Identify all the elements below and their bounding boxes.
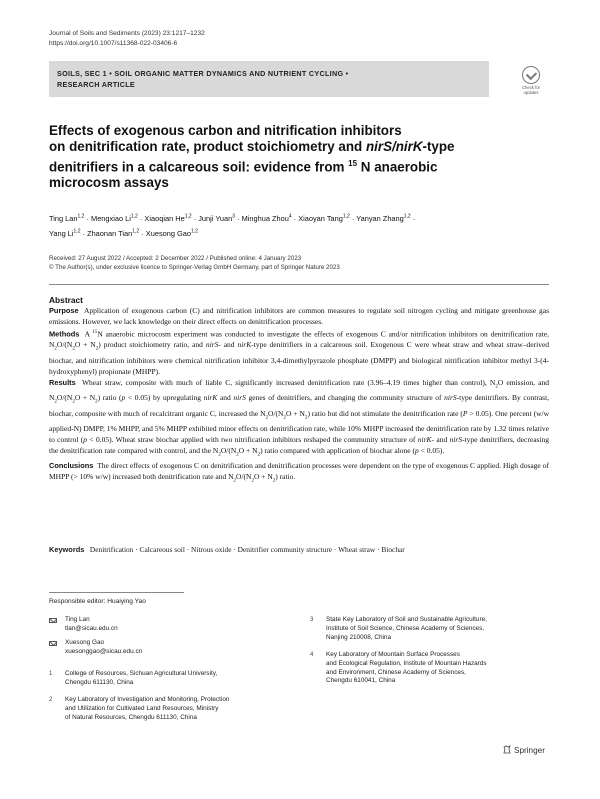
publisher-name: Springer	[514, 746, 545, 755]
title-line-1: Effects of exogenous carbon and nitrification inhibitors	[49, 123, 402, 138]
author[interactable]: Minghua Zhou$^4$	[241, 214, 292, 224]
keywords	[49, 545, 549, 555]
correspondent-name: Ting Lan	[65, 616, 90, 623]
author[interactable]: Mengxiao Li$^{1,2}$	[91, 214, 138, 224]
author[interactable]: Yang Li$^{1,2}$	[49, 228, 81, 239]
springer-horse-icon	[503, 745, 511, 754]
abstract-purpose: Purpose Application of exogenous carbon (C) and nitrification inhibitors are common measures to regulate soil nitrogen cycling and mitigate greenhouse gas emissions. However, we lack knowledge on their direct effects on denitrification processes.	[49, 306, 550, 326]
footnotes-right: 3 State Key Laboratory of Soil and Sustainable Agriculture, Institute of Soil Science, Chinese Academy of Sciences, Nanjing 210008, China 4 Key Laboratory of Mountain Surface Processes and Ecological Regulation, Institute of Mountain Hazards and Environment, Chinese Academy of Sciences, Chengdu 610041, China	[310, 616, 487, 685]
check-updates-icon	[522, 66, 540, 84]
title-line-3: denitrifiers in a calcareous soil: evidence from $^{15}$ N anaerobic	[49, 158, 438, 175]
section-line-2: RESEARCH ARTICLE	[57, 80, 136, 89]
envelope-icon	[49, 641, 57, 646]
section-banner	[49, 61, 489, 97]
correspondent-email[interactable]: xuesonggao@sicau.edu.cn	[65, 647, 143, 655]
footnotes-left: Ting Lan tlan@sicau.edu.cn Xuesong Gao xuesonggao@sicau.edu.cn 1 College of Resources, Sichuan Agricultural University, Chengdu 611130, China 2 Key Laboratory of Investigation and Monitoring, Protection and Utilization for Cultivated Land Resources, Ministry of Natural Resources, Chengdu 611130, China	[49, 616, 230, 721]
article-title	[49, 123, 519, 192]
abstract-heading: Abstract	[49, 295, 83, 305]
keywords-label: Keywords	[49, 545, 85, 554]
author[interactable]: Yanyan Zhang$^{1,2}$	[356, 214, 411, 224]
doi-link[interactable]: https://doi.org/10.1007/s11368-022-03406-6	[49, 40, 178, 47]
title-line-4: microcosm assays	[49, 175, 169, 191]
correspondent-name: Xuesong Gao	[65, 639, 105, 646]
check-updates-label-2: updates	[523, 90, 539, 95]
section-line-1: SOILS, SEC 1 • SOIL ORGANIC MATTER DYNAMICS AND NUTRIENT CYCLING •	[57, 69, 349, 78]
author[interactable]: Junji Yuan$^3$	[198, 214, 235, 224]
keywords-text: Denitrification · Calcareous soil · Nitrous oxide · Denitrifier community structure · Wheat straw · Biochar	[89, 545, 405, 554]
author[interactable]: Xiaoqian He$^{1,2}$	[144, 214, 192, 224]
divider	[49, 284, 549, 285]
footnote-divider	[49, 592, 184, 593]
title-line-2: on denitrification rate, product stoichiometry and nirS/nirK-type	[49, 139, 455, 155]
article-dates	[49, 254, 340, 273]
abstract-conclusions: Conclusions The direct effects of exogenous C on denitrification and denitrification processes were dependent on the type of exogenous C applied. High dosage of MHPP (> 10% w/w) increased both denitrification rate and $N_2O/(N_2O + N_2)$ ratio.	[49, 461, 549, 484]
copyright-line: © The Author(s), under exclusive licence to Springer-Verlag GmbH Germany, part of Springer Nature 2023	[49, 264, 340, 272]
author-list: Ting Lan$^{1,2}$ · Mengxiao Li$^{1,2}$ · Xiaoqian He$^{1,2}$ · Junji Yuan$^3$ · Minghua Zhou$^4$ · Xiaoyan Tang$^{1,2}$ · Yanyan Zhang$^{1,2}$ · Yang Li$^{1,2}$ · Zhaonan Tian$^{1,2}$ · Xuesong Gao$^{1,2}$	[49, 214, 416, 239]
author[interactable]: Ting Lan$^{1,2}$	[49, 214, 85, 224]
check-updates-label-1: Check for	[522, 85, 540, 90]
journal-citation: Journal of Soils and Sediments (2023) 23:1217–1232	[49, 30, 205, 37]
abstract-results: Results Wheat straw, composite with much of liable C, significantly increased denitrification rate (3.96–4.19 times higher than control), $N_2O$ emission, and $N_2O/(N_2O + N_2)$ ratio (p < 0.05) by upregulating nirK and nirS genes of denitrifiers, and changing the community structure of nirS-type denitrifiers. By contrast, biochar, composite with much of recalcitrant organic C, increased the $N_2O/(N_2O + N_2)$ ratio but did not stimulate the denitrification rate (P > 0.05). One percent (w/w applied-N) DMPP, 1% MHPP, and 5% MHPP exhibited minor effects on denitrification rate, while 10% MHPP increased the denitrification rate by 1.32 times relative to control (p < 0.05). Wheat straw biochar applied with two nitrification inhibitors reshaped the community structure of nirK- and nirS-type denitrifiers, decreasing the denitrification rate compared with control, and the $N_2O/(N_2O + N_2)$ ratio compared with application of biochar alone (p < 0.05).	[49, 377, 550, 458]
dates-line: Received: 27 August 2022 / Accepted: 2 December 2022 / Published online: 4 January 2023	[49, 255, 302, 262]
author[interactable]: Zhaonan Tian$^{1,2}$	[87, 228, 140, 239]
check-for-updates-badge[interactable]	[513, 66, 549, 98]
abstract-body	[49, 306, 549, 488]
author[interactable]: Xiaoyan Tang$^{1,2}$	[298, 214, 350, 224]
journal-header	[49, 29, 205, 49]
publisher-logo	[503, 745, 545, 755]
correspondent-email[interactable]: tlan@sicau.edu.cn	[65, 624, 118, 632]
author[interactable]: Xuesong Gao$^{1,2}$	[145, 228, 198, 239]
abstract-methods: Methods A $^{15}$N anaerobic microcosm experiment was conducted to investigate the effects of exogenous C and/or nitrification inhibitors on denitrification rate, $N_2O/(N_2O + N_2)$ product stoichiometry ratio, and nirS- and nirK-type denitrifiers in a calcareous soil. Exogenous C were wheat straw and wheat straw–derived biochar, and nitrification inhibitors were chemical nitrification inhibitor 3,4-dimethylpyrazole phosphate (DMPP) and biological nitrification inhibitor methyl 3-(4-hydroxyphenyl) propionate (MHPP).	[49, 329, 550, 376]
responsible-editor: Responsible editor: Huaiying Yao	[49, 598, 146, 605]
envelope-icon	[49, 618, 57, 623]
